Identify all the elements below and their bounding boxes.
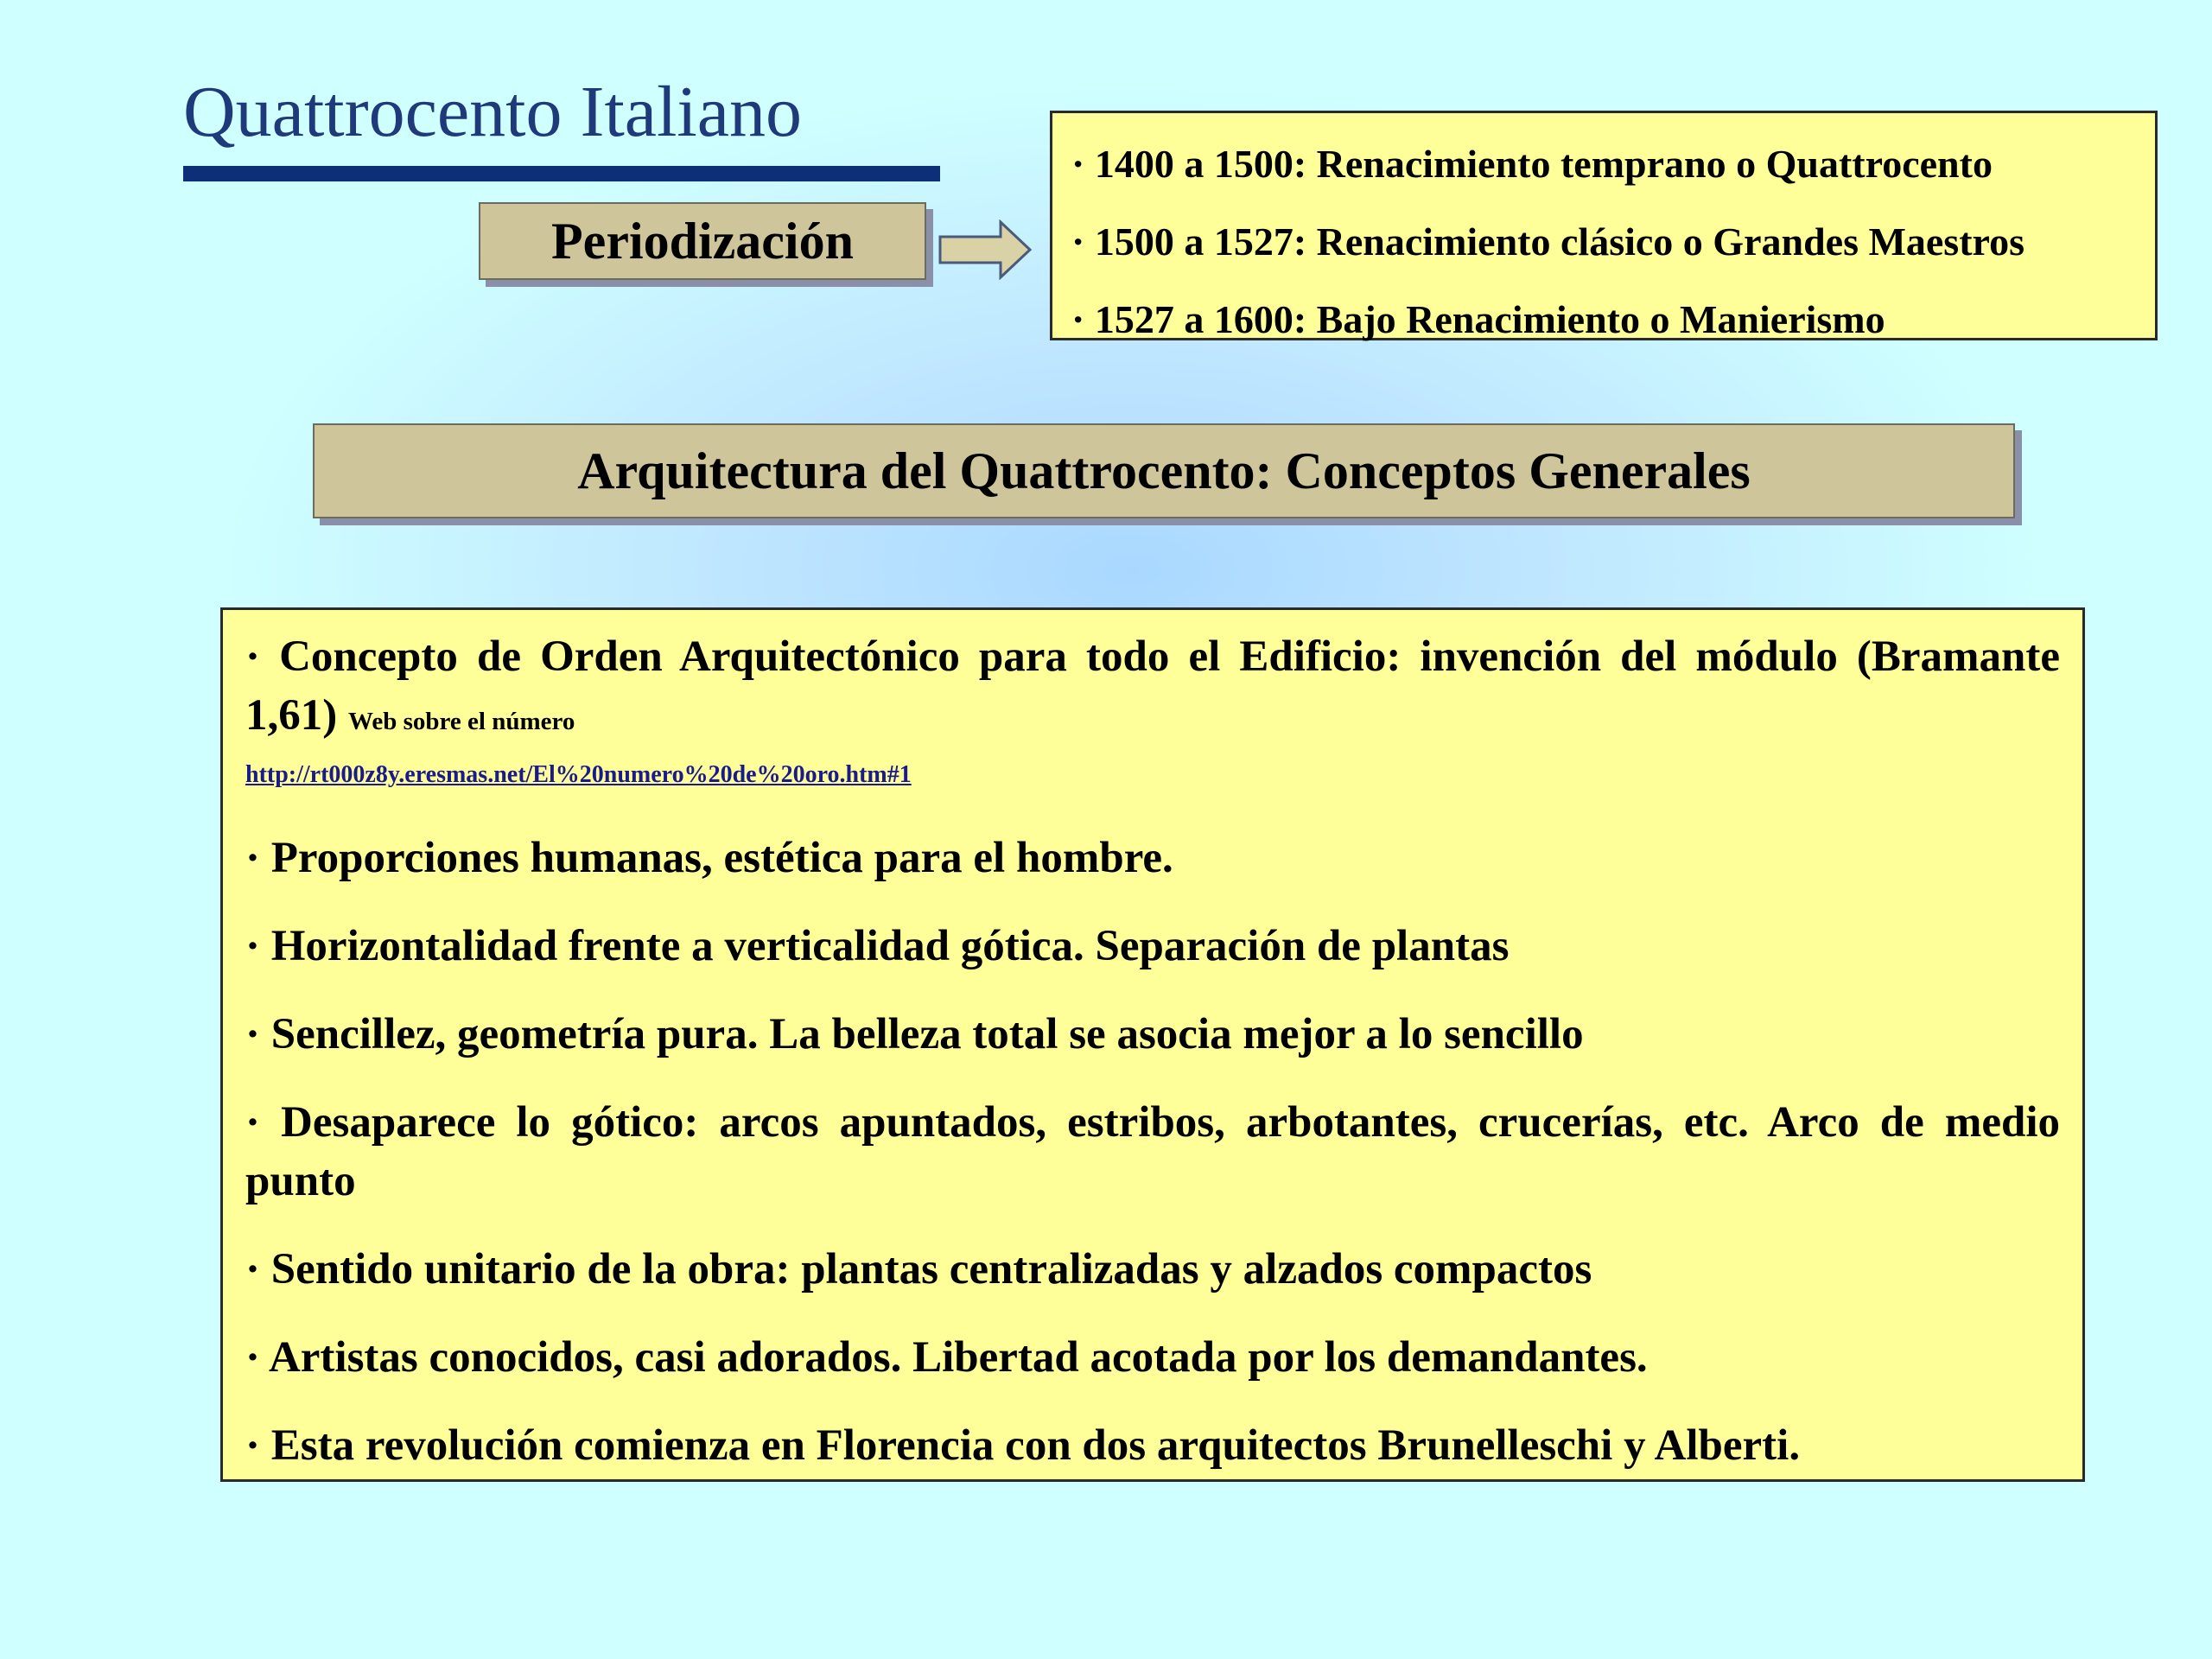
concept-item-module [245,627,2060,751]
periodization-label-box [479,202,926,280]
concept-item-1: · Proporciones humanas, estética para el hombre. [245,834,1173,882]
concept-item-6: · Artistas conocidos, casi adorados. Libertad acotada por los demandantes. [245,1333,1648,1382]
concept-module-text: · Concepto de Orden Arquitectónico para todo el Edificio: invención del módulo (Bramante 1,61) [245,632,2060,740]
concept-item-4: · Desaparece lo gótico: arcos apuntados, estribos, arbotantes, crucerías, etc. Arco de medio punto [245,1098,2060,1205]
period-item-2: · 1500 a 1527: Renacimiento clásico o Grandes Maestros [1071,219,2025,264]
golden-number-note: Web sobre el número [347,708,575,735]
concepts-box [220,607,2085,1482]
section-title: Arquitectura del Quattrocento: Conceptos Generales [577,442,1751,499]
golden-number-link[interactable]: http://rt000z8y.eresmas.net/El%20numero%20de%20oro.htm#1 [245,761,912,788]
title-underline [183,166,940,181]
period-item-1: · 1400 a 1500: Renacimiento temprano o Quattrocento [1071,142,1993,186]
slide-title: Quattrocento Italiano [183,72,803,152]
concept-item-2: · Horizontalidad frente a verticalidad gótica. Separación de plantas [245,922,1510,970]
concept-item-3: · Sencillez, geometría pura. La belleza total se asocia mejor a lo sencillo [245,1010,1584,1058]
periods-box [1050,111,2158,340]
concept-item-5: · Sentido unitario de la obra: plantas centralizadas y alzados compactos [245,1245,1592,1294]
arrow-right-icon [938,219,1033,280]
periodization-label: Periodización [551,212,854,270]
concept-item-7: · Esta revolución comienza en Florencia con dos arquitectos Brunelleschi y Alberti. [245,1421,1801,1470]
section-title-box [313,423,2015,518]
period-item-3: · 1527 a 1600: Bajo Renacimiento o Manierismo [1071,297,1885,341]
